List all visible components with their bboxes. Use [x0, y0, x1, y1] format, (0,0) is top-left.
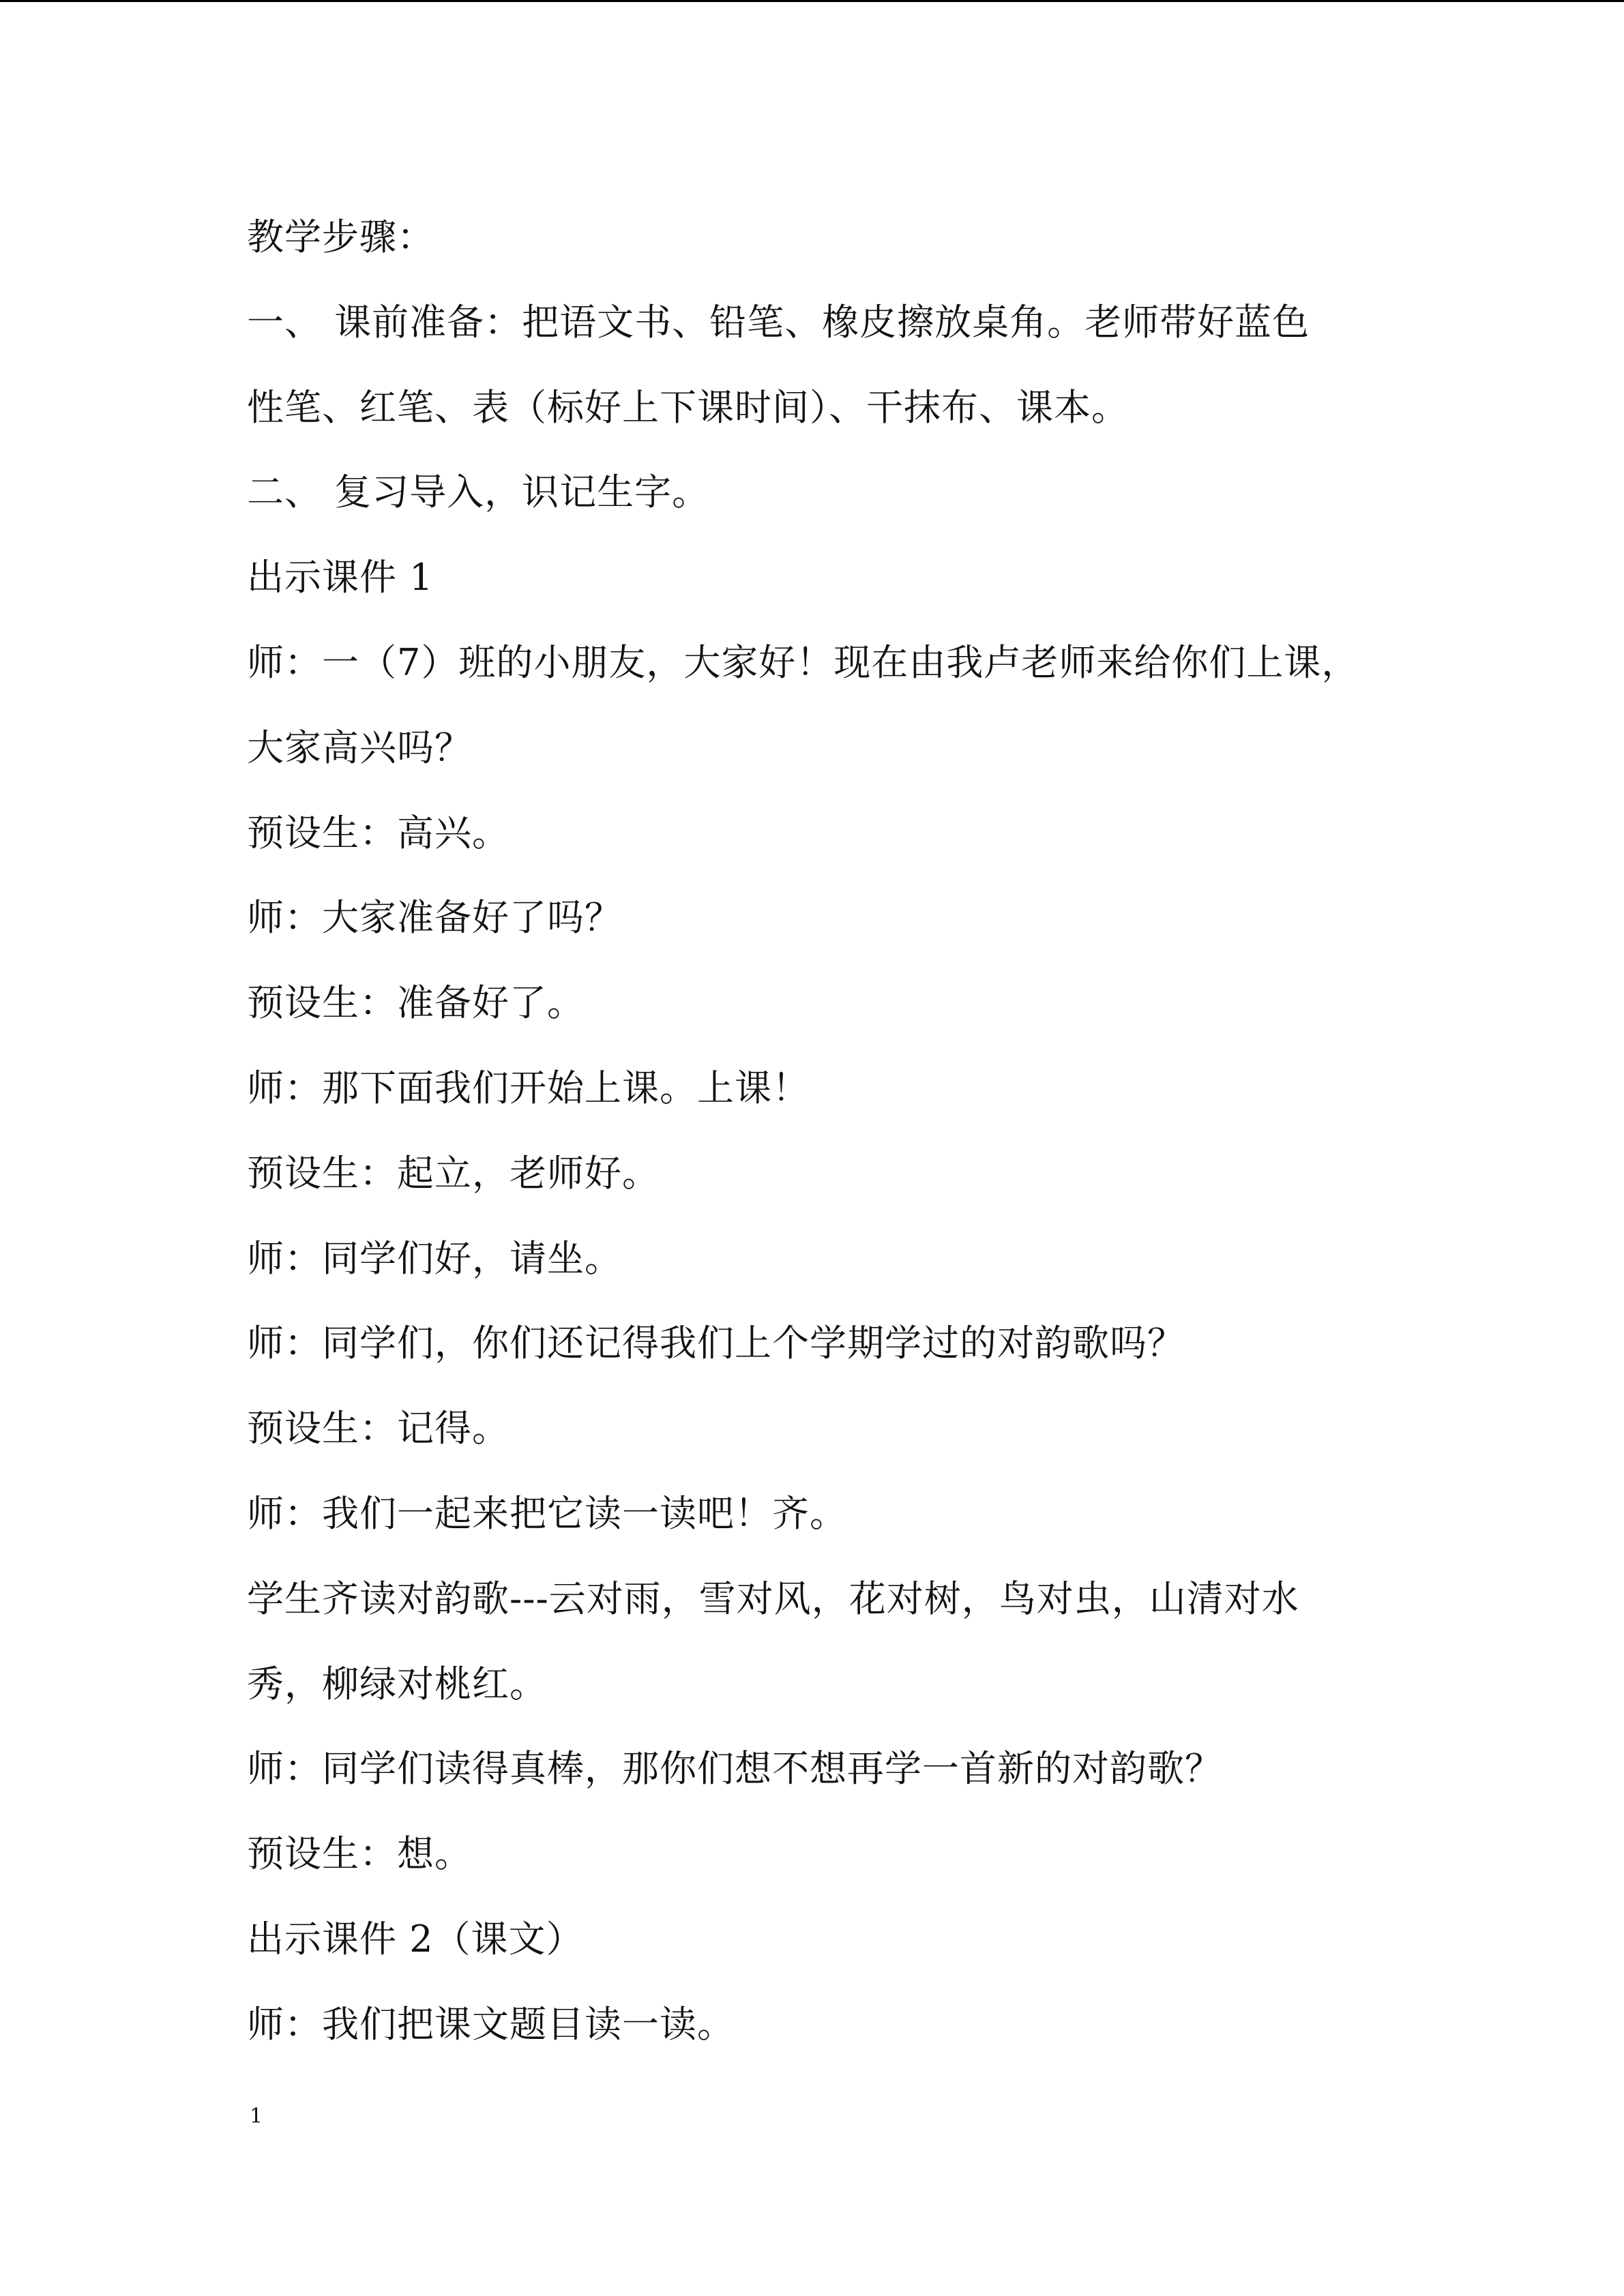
text-line: 预设生：高兴。 — [247, 811, 510, 854]
text-line: 师：大家准备好了吗？ — [247, 896, 622, 940]
text-line: 出示课件 1 — [247, 556, 434, 599]
text-line: 师：那下面我们开始上课。上课！ — [247, 1066, 810, 1109]
text-line: 二、 复习导入，识记生字。 — [247, 471, 710, 514]
text-line: 出示课件 2（课文） — [247, 1917, 584, 1960]
text-line: 一、 课前准备：把语文书、铅笔、橡皮擦放桌角。老师带好蓝色 — [247, 300, 1310, 344]
text-line: 师：我们一起来把它读一读吧！齐。 — [247, 1491, 847, 1535]
text-line: 大家高兴吗？ — [247, 726, 472, 769]
text-line: 预设生：准备好了。 — [247, 981, 585, 1025]
text-line: 师：同学们，你们还记得我们上个学期学过的对韵歌吗？ — [247, 1322, 1185, 1365]
text-line: 秀，柳绿对桃红。 — [247, 1662, 547, 1705]
text-line: 性笔、红笔、表（标好上下课时间）、干抹布、课本。 — [247, 385, 1129, 429]
text-line: 预设生：起立，老师好。 — [247, 1151, 660, 1195]
text-line: 师：同学们好，请坐。 — [247, 1236, 622, 1280]
document-body — [247, 211, 1365, 2084]
page-number: 1 — [250, 2104, 263, 2128]
text-line: 预设生：想。 — [247, 1832, 472, 1876]
text-line: 预设生：记得。 — [247, 1407, 510, 1450]
text-line: 师：我们把课文题目读一读。 — [247, 2002, 735, 2046]
page-top-border — [0, 0, 1624, 2]
text-line: 师：同学们读得真棒，那你们想不想再学一首新的对韵歌？ — [247, 1747, 1222, 1791]
text-line: 学生齐读对韵歌---云对雨，雪对风，花对树，鸟对虫，山清对水 — [247, 1577, 1299, 1620]
text-line: 教学步骤： — [247, 215, 434, 258]
text-line: 师：一（7）班的小朋友，大家好！现在由我卢老师来给你们上课， — [247, 640, 1359, 684]
